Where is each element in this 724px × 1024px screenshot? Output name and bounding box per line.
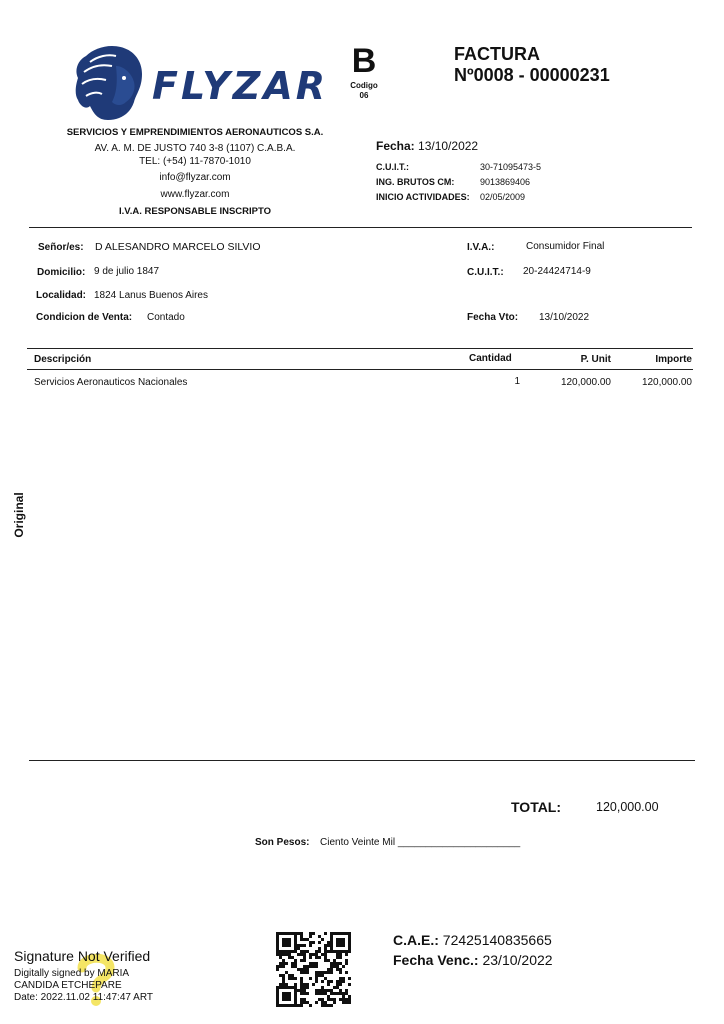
issuer-inicio-value: 02/05/2009 — [480, 192, 526, 202]
issuer-address: AV. A. M. DE JUSTO 740 3-8 (1107) C.A.B.A. — [94, 143, 296, 154]
issuer-company: SERVICIOS Y EMPRENDIMIENTOS AERONAUTICOS S.A. — [66, 127, 324, 138]
row-unit-price: 120,000.00 — [560, 377, 611, 388]
cae-expiry-label: Fecha Venc.: — [393, 952, 479, 968]
qr-code-image — [276, 932, 351, 1007]
col-header-unit-price: P. Unit — [580, 354, 611, 365]
customer-address: 9 de julio 1847 — [94, 266, 160, 277]
row-quantity: 1 — [514, 376, 520, 387]
invoice-letter: B — [351, 42, 377, 80]
table-top-divider — [27, 348, 693, 349]
customer-name: D ALESANDRO MARCELO SILVIO — [95, 241, 261, 253]
col-header-quantity: Cantidad — [469, 353, 512, 364]
table-header-divider — [27, 369, 693, 370]
issuer-inicio-label: INICIO ACTIVIDADES: — [376, 192, 470, 202]
customer-address-label: Domicilio: — [37, 267, 86, 278]
amount-in-words-label: Son Pesos: — [255, 837, 310, 848]
invoice-title: FACTURA — [454, 44, 540, 64]
signature-line-3: Date: 2022.11.02 11:47:47 ART — [14, 992, 153, 1003]
col-header-amount: Importe — [655, 354, 692, 365]
invoice-date-value: 13/10/2022 — [418, 139, 479, 153]
issuer-iva: I.V.A. RESPONSABLE INSCRIPTO — [118, 206, 272, 217]
amount-in-words: Ciento Veinte Mil ______________________ — [320, 837, 521, 848]
invoice-code-label: Codigo — [350, 81, 378, 90]
copy-label: Original — [12, 492, 26, 538]
issuer-cuit-value: 30-71095473-5 — [480, 162, 542, 172]
signature-line-2: CANDIDA ETCHEPARE — [14, 980, 122, 991]
customer-cuit: 20-24424714-9 — [523, 266, 591, 277]
customer-locality-label: Localidad: — [36, 290, 87, 301]
customer-cuit-label: C.U.I.T.: — [467, 267, 504, 278]
issuer-web: www.flyzar.com — [160, 189, 230, 200]
due-date: 13/10/2022 — [539, 312, 590, 323]
row-amount: 120,000.00 — [641, 377, 692, 388]
issuer-email: info@flyzar.com — [159, 172, 231, 183]
customer-iva: Consumidor Final — [526, 241, 605, 252]
total-label: TOTAL: — [511, 799, 562, 815]
cae-label: C.A.E.: — [393, 932, 439, 948]
lion-head-icon — [72, 44, 147, 122]
brand-name: FLYZAR — [152, 64, 328, 108]
header-divider — [29, 227, 692, 228]
signature-status: Signature Not Verified — [14, 948, 151, 964]
customer-name-label: Señor/es: — [38, 242, 84, 253]
issuer-iibb-value: 9013869406 — [480, 177, 531, 187]
customer-locality: 1824 Lanus Buenos Aires — [94, 290, 208, 301]
row-description: Servicios Aeronauticos Nacionales — [34, 377, 188, 388]
col-header-description: Descripción — [34, 354, 92, 365]
due-date-label: Fecha Vto: — [467, 312, 519, 323]
total-value: 120,000.00 — [596, 800, 659, 814]
signature-line-1: Digitally signed by MARIA — [14, 968, 130, 979]
invoice-code: 06 — [359, 91, 369, 100]
cae — [393, 932, 552, 948]
customer-iva-label: I.V.A.: — [467, 242, 495, 253]
cae-expiry — [393, 952, 553, 968]
company-logo — [72, 44, 328, 124]
invoice-date — [376, 139, 478, 153]
issuer-iibb-label: ING. BRUTOS CM: — [376, 177, 455, 187]
invoice-number: Nº0008 - 00000231 — [454, 65, 610, 85]
cae-value: 72425140835665 — [442, 932, 552, 948]
issuer-cuit-label: C.U.I.T.: — [376, 162, 409, 172]
body-bottom-divider — [29, 760, 695, 761]
sale-condition-label: Condicion de Venta: — [36, 312, 133, 323]
cae-expiry-value: 23/10/2022 — [482, 952, 553, 968]
qr-code — [276, 932, 351, 1007]
invoice-date-label: Fecha: — [376, 139, 415, 153]
issuer-tel: TEL: (+54) 11-7870-1010 — [139, 156, 251, 167]
sale-condition: Contado — [147, 312, 185, 323]
